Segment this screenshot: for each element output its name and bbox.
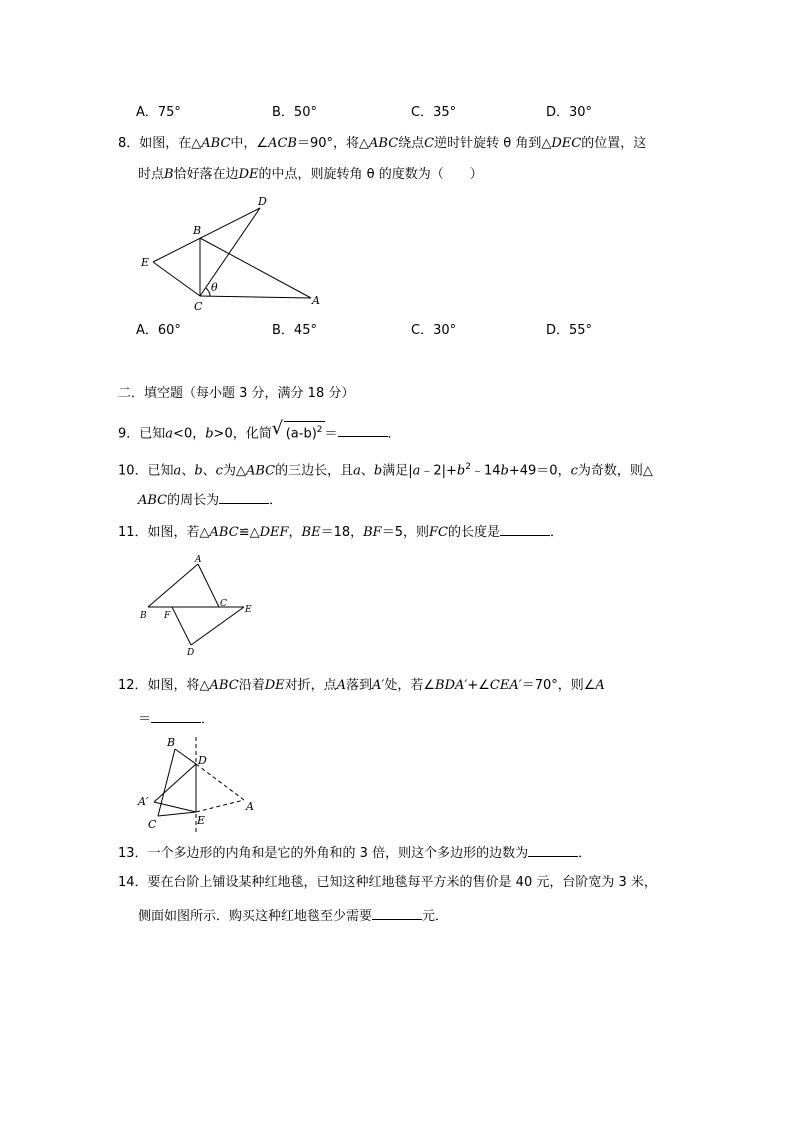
q11-label-f: F bbox=[164, 611, 171, 621]
text: ． bbox=[201, 712, 215, 727]
q8-option-c: C．30° bbox=[411, 323, 457, 338]
text: 恰好落在边 bbox=[173, 167, 239, 182]
q12-label-d: D bbox=[198, 754, 207, 767]
var: a bbox=[173, 463, 182, 479]
text: 的位置，这 bbox=[581, 136, 647, 151]
text: ＝18， bbox=[320, 525, 364, 540]
text: 、 bbox=[202, 463, 216, 479]
q12-seg-ea bbox=[196, 800, 244, 812]
q14-stem-line2 bbox=[138, 905, 448, 926]
text: 处，若∠ bbox=[384, 678, 436, 693]
text: ， bbox=[288, 525, 302, 540]
var: A bbox=[595, 678, 605, 693]
var: FC bbox=[428, 525, 448, 540]
text: 12．如图，将△ bbox=[118, 678, 210, 693]
var: ABC bbox=[209, 525, 239, 540]
text: >0，化简 bbox=[213, 426, 272, 442]
text: 为△ bbox=[222, 463, 246, 479]
q13-answer-blank[interactable] bbox=[528, 842, 578, 857]
text: ＝ bbox=[324, 426, 338, 442]
exponent: 2 bbox=[316, 425, 323, 435]
text: 逆时针旋转 θ 角到△ bbox=[434, 136, 552, 151]
q12-seg-bd bbox=[175, 749, 196, 764]
q12-label-a: A bbox=[246, 800, 254, 813]
text: 为奇数，则△ bbox=[577, 463, 653, 479]
var: a bbox=[412, 463, 421, 479]
text: 8．如图，在△ bbox=[118, 136, 202, 151]
text: ＝70°，则∠ bbox=[521, 678, 596, 693]
text: ≌△ bbox=[238, 525, 260, 540]
q12-label-a1: A′ bbox=[138, 795, 149, 808]
text: 、 bbox=[360, 463, 374, 479]
var: b bbox=[205, 426, 214, 442]
text: 的周长为 bbox=[167, 493, 220, 508]
var: b bbox=[456, 463, 466, 479]
var: b bbox=[373, 463, 383, 479]
q12-label-e: E bbox=[197, 814, 206, 827]
text: 11．如图，若△ bbox=[118, 525, 210, 540]
text: ＝ bbox=[138, 712, 152, 727]
var: c bbox=[570, 463, 578, 479]
q12-label-c: C bbox=[148, 818, 157, 831]
text: 沿着 bbox=[238, 678, 265, 693]
q14-answer-blank[interactable] bbox=[372, 905, 422, 920]
text: 时点 bbox=[138, 167, 165, 182]
q8-label-theta: θ bbox=[211, 281, 218, 294]
text: ． bbox=[387, 426, 401, 442]
var: DEC bbox=[551, 136, 582, 151]
text: ． bbox=[269, 493, 283, 508]
q8-label-e: E bbox=[141, 256, 150, 269]
radicand-text: (a-b) bbox=[285, 426, 317, 442]
var: ABC bbox=[201, 136, 231, 151]
var: BE bbox=[301, 525, 321, 540]
q8-label-c: C bbox=[194, 300, 203, 313]
var: c bbox=[215, 463, 223, 479]
q11-label-b: B bbox=[140, 611, 147, 621]
text: 的中点，则旋转角 θ 的度数为（ ） bbox=[258, 167, 483, 182]
var: A′ bbox=[372, 678, 385, 693]
q7-option-b: B．50° bbox=[272, 105, 317, 120]
text: ＝5，则 bbox=[381, 525, 429, 540]
var: a bbox=[165, 426, 174, 442]
q12-seg-ce bbox=[158, 812, 196, 816]
text: ． bbox=[578, 846, 592, 861]
var: DEF bbox=[259, 525, 289, 540]
text: 10．已知 bbox=[118, 463, 174, 479]
var: B bbox=[164, 167, 174, 182]
var: ACB bbox=[268, 136, 297, 151]
q11-label-d: D bbox=[187, 648, 195, 658]
var: a bbox=[353, 463, 361, 479]
radical-sign: √ bbox=[271, 418, 284, 439]
text: 元． bbox=[422, 909, 449, 924]
text: <0， bbox=[173, 426, 206, 442]
text: 13．一个多边形的内角和是它的外角和的 3 倍，则这个多边形的边数为 bbox=[118, 846, 529, 861]
q8-option-d: D．55° bbox=[546, 323, 593, 338]
q14-stem-line1: 14．要在台阶上铺设某种红地毯，已知这种红地毯每平方米的售价是 40 元，台阶宽为 3 米， bbox=[118, 875, 657, 890]
var: A bbox=[336, 678, 347, 693]
var: C bbox=[424, 136, 435, 151]
text: ． bbox=[549, 525, 563, 540]
q12-seg-da1 bbox=[154, 764, 196, 802]
text: 中，∠ bbox=[230, 136, 269, 151]
var: ABC bbox=[369, 136, 399, 151]
text: 落到 bbox=[346, 678, 373, 693]
var: ABC bbox=[245, 463, 276, 479]
q11-label-c: C bbox=[220, 599, 227, 609]
text: 侧面如图所示．购买这种红地毯至少需要 bbox=[138, 909, 373, 924]
text: ﹣2|+ bbox=[420, 463, 457, 479]
q12-seg-da bbox=[196, 764, 244, 800]
var: DE bbox=[238, 167, 259, 182]
q13-stem bbox=[118, 842, 591, 863]
var: b bbox=[500, 463, 509, 479]
q8-option-a: A．60° bbox=[136, 323, 181, 338]
var: DE bbox=[264, 678, 285, 693]
text: +49＝0， bbox=[508, 463, 571, 479]
q7-option-c: C．35° bbox=[411, 105, 457, 120]
var: BDA′ bbox=[435, 678, 468, 693]
var: ABC bbox=[209, 678, 239, 693]
q8-option-b: B．45° bbox=[272, 323, 317, 338]
exponent: 2 bbox=[465, 462, 471, 472]
text: 、 bbox=[181, 463, 195, 479]
text: 的长度是 bbox=[447, 525, 500, 540]
q7-option-a: A．75° bbox=[136, 105, 181, 120]
q11-label-a: A bbox=[195, 555, 202, 565]
text: ＝90°，将△ bbox=[296, 136, 370, 151]
q11-label-e: E bbox=[245, 605, 252, 615]
text: ﹣14 bbox=[470, 463, 501, 479]
q12-label-b: B bbox=[167, 736, 176, 749]
text: 绕点 bbox=[398, 136, 425, 151]
q7-option-d: D．30° bbox=[546, 105, 593, 120]
text: 对折，点 bbox=[284, 678, 337, 693]
q8-label-a: A bbox=[312, 294, 320, 307]
text: 的三边长，且 bbox=[275, 463, 354, 479]
var: CEA′ bbox=[489, 678, 522, 693]
var: ABC bbox=[138, 493, 168, 508]
q8-label-b: B bbox=[193, 224, 202, 237]
section2-title: 二．填空题（每小题 3 分，满分 18 分） bbox=[118, 386, 355, 401]
var: b bbox=[194, 463, 203, 479]
var: BF bbox=[363, 525, 382, 540]
text: 9．已知 bbox=[118, 426, 166, 442]
text: +∠ bbox=[467, 678, 490, 693]
q8-label-d: D bbox=[258, 195, 267, 208]
text: 满足| bbox=[382, 463, 413, 479]
